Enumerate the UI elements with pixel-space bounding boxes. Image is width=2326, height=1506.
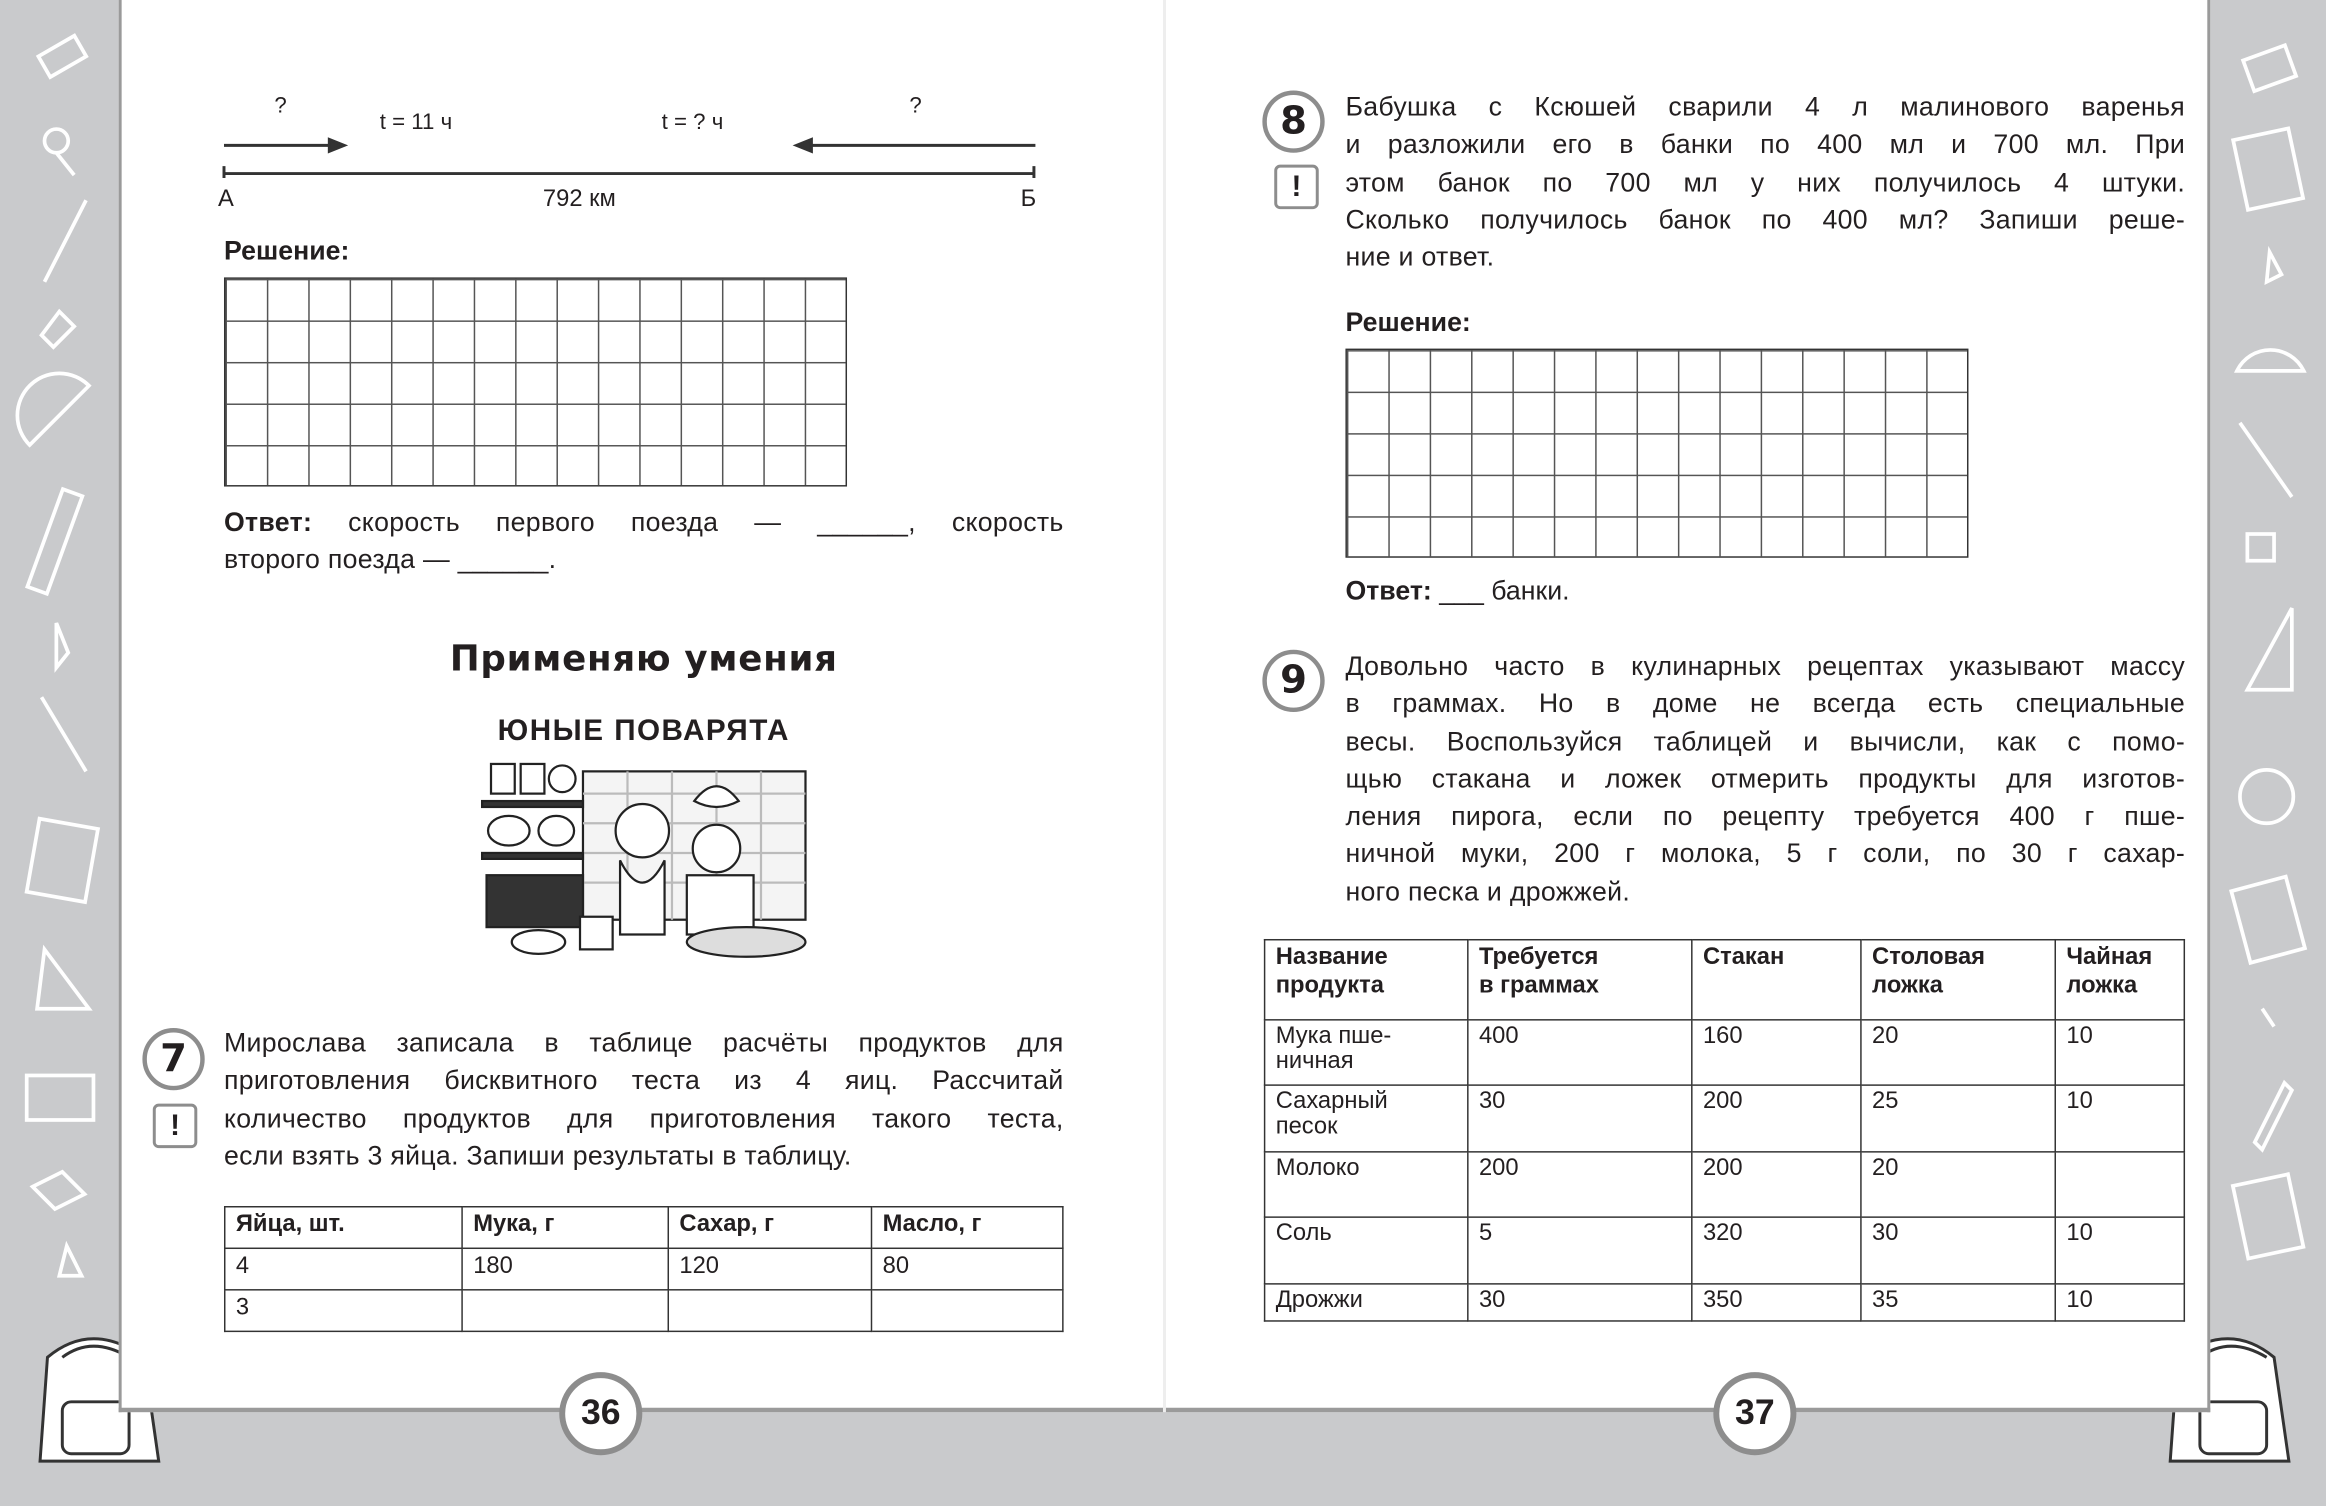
cell-line: Сахарный (1275, 1088, 1388, 1115)
task-9-table (1264, 939, 2185, 1322)
solution-grid[interactable] (224, 277, 847, 486)
task-7-table (224, 1206, 1064, 1332)
column-header (1692, 940, 1861, 1020)
task-9-number: 9 (1262, 650, 1324, 712)
task-8-number: 8 (1262, 90, 1324, 152)
table-cell: 80 (871, 1248, 1062, 1290)
table-cell: 180 (462, 1248, 668, 1290)
text-line: Сколько получилось банок по 400 мл? Запиши реше- (1345, 204, 2186, 235)
table-row (1265, 1085, 2185, 1152)
important-mark-icon: ! (1274, 165, 1319, 210)
answer-label: Ответ: (1345, 575, 1432, 606)
cell-line: продукта (1275, 973, 1385, 999)
cell-line: Мука пше- (1275, 1023, 1392, 1049)
point-b-label: Б (1020, 186, 1037, 213)
table-cell: 200 (1468, 1152, 1692, 1217)
table-cell: 160 (1692, 1020, 1861, 1085)
text-line: весы. Воспользуйся таблицей и вычисли, как с помо- (1345, 726, 2186, 756)
time-1-label: t = 11 ч (379, 109, 453, 135)
cell-line: Стакан (1702, 944, 1785, 971)
table-cell: 3 (225, 1290, 462, 1332)
table-cell: 10 (2055, 1284, 2184, 1321)
answer-line: скорость первого поезда — ______, скорость (348, 507, 1064, 537)
text-line: и разложили его в банки по 400 мл и 700 мл. При (1345, 129, 2186, 160)
task-9-text (1345, 648, 2185, 911)
table-cell (1265, 1085, 1468, 1152)
column-header: Яйца, шт. (225, 1207, 462, 1249)
cell-line: Молоко (1275, 1155, 1360, 1181)
important-mark-icon: ! (153, 1104, 198, 1149)
table-cell: 400 (1468, 1020, 1692, 1085)
column-header: Мука, г (462, 1207, 668, 1249)
section-title: Применяю умения (449, 637, 838, 680)
table-row (1265, 1152, 2185, 1217)
cell-line: ничная (1275, 1048, 1354, 1074)
speed-2-label: ? (909, 93, 922, 119)
page-number: 36 (559, 1372, 642, 1455)
cell-line: Требуется (1478, 944, 1599, 971)
answer-label: Ответ: (223, 507, 313, 537)
table-cell: 350 (1692, 1284, 1861, 1321)
table-cell: 10 (2055, 1020, 2184, 1085)
task-8-text (1345, 89, 2185, 277)
column-header (2055, 940, 2184, 1020)
answer-text (224, 504, 1064, 579)
column-header (1468, 940, 1692, 1020)
table-cell: 5 (1468, 1217, 1692, 1284)
text-line: ления пирога, если по рецепту требуется 400 г пше- (1345, 801, 2186, 831)
table-row (225, 1290, 1063, 1332)
table-cell (1265, 1284, 1468, 1321)
section-subtitle: ЮНЫЕ ПОВАРЯТА (497, 714, 790, 748)
school-supplies-icons (0, 0, 119, 1409)
cell-line: Дрожжи (1275, 1287, 1363, 1313)
page-number: 37 (1713, 1372, 1796, 1455)
text-line: этом банок по 700 мл у них получилось 4 штуки. (1345, 167, 2186, 197)
cell-line: Столовая (1872, 944, 1985, 971)
cooking-kids-illustration (479, 757, 808, 965)
solution-label: Решение: (1345, 307, 1471, 337)
text-line: если взять 3 яйца. Запиши результаты в таблицу. (223, 1140, 852, 1171)
table-cell: 10 (2055, 1085, 2184, 1152)
text-line: щью стакана и ложек отмерить продукты для изготов- (1345, 763, 2186, 794)
cell-line: ложка (1872, 973, 1943, 999)
answer-cell[interactable] (462, 1290, 668, 1332)
answer-line: ___ банки. (1439, 575, 1570, 606)
text-line: Довольно часто в кулинарных рецептах указывают массу (1345, 651, 2186, 681)
table-cell: 30 (1468, 1284, 1692, 1321)
solution-label: Решение: (223, 235, 350, 266)
column-header: Масло, г (871, 1207, 1062, 1249)
cell-line: Чайная (2066, 944, 2153, 971)
table-cell: 4 (225, 1248, 462, 1290)
table-cell: 120 (668, 1248, 871, 1290)
school-supplies-icons (2210, 0, 2326, 1409)
speed-1-label: ? (274, 93, 287, 119)
time-2-label: t = ? ч (661, 109, 724, 135)
answer-line: второго поезда — ______. (223, 544, 557, 575)
cell-line: ложка (2066, 973, 2138, 999)
text-line: ние и ответ. (1345, 242, 1495, 272)
table-cell (1265, 1020, 1468, 1085)
table-cell: 30 (1468, 1085, 1692, 1152)
text-line: количество продуктов для приготовления такого теста, (223, 1103, 1064, 1133)
text-line: Мирослава записала в таблице расчёты продуктов для (223, 1027, 1064, 1058)
task-7-number: 7 (142, 1028, 204, 1090)
column-header: Сахар, г (668, 1207, 871, 1249)
answer-text (1345, 576, 1569, 607)
table-cell: 10 (2055, 1217, 2184, 1284)
table-cell: 25 (1861, 1085, 2055, 1152)
table-cell: 320 (1692, 1217, 1861, 1284)
text-line: ного песка и дрожжей. (1345, 876, 1631, 907)
table-cell: 20 (1861, 1152, 2055, 1217)
text-line: Бабушка с Ксюшей сварили 4 л малинового варенья (1345, 91, 2186, 122)
text-line: приготовления бисквитного теста из 4 яиц. Рассчитай (223, 1065, 1064, 1096)
cell-line: Соль (1275, 1220, 1332, 1247)
table-row (1265, 1020, 2185, 1085)
arrows-and-segment (223, 134, 1042, 179)
point-a-label: А (218, 186, 234, 213)
column-header (1861, 940, 2055, 1020)
motion-diagram (218, 89, 1042, 223)
table-cell (1265, 1217, 1468, 1284)
table-cell: 30 (1861, 1217, 2055, 1284)
table-row (1265, 1217, 2185, 1284)
table-cell (2055, 1152, 2184, 1217)
answer-cell[interactable] (668, 1290, 871, 1332)
cell-line: в граммах (1478, 973, 1599, 999)
text-line: в граммах. Но в доме не всегда есть специальные (1345, 688, 2186, 719)
page-fold (1163, 0, 1166, 1412)
cell-line: Название (1275, 944, 1388, 971)
task-7-text (224, 1025, 1064, 1175)
table-cell: 200 (1692, 1085, 1861, 1152)
table-cell: 35 (1861, 1284, 2055, 1321)
text-line: ничной муки, 200 г молока, 5 г соли, по 30 г сахар- (1345, 838, 2186, 869)
cell-line: песок (1275, 1114, 1338, 1140)
table-row (1265, 1284, 2185, 1321)
solution-grid[interactable] (1345, 349, 1968, 558)
table-cell: 20 (1861, 1020, 2055, 1085)
answer-cell[interactable] (871, 1290, 1062, 1332)
table-row (225, 1248, 1063, 1290)
column-header (1265, 940, 1468, 1020)
table-cell: 200 (1692, 1152, 1861, 1217)
distance-label: 792 км (542, 186, 616, 213)
table-cell (1265, 1152, 1468, 1217)
